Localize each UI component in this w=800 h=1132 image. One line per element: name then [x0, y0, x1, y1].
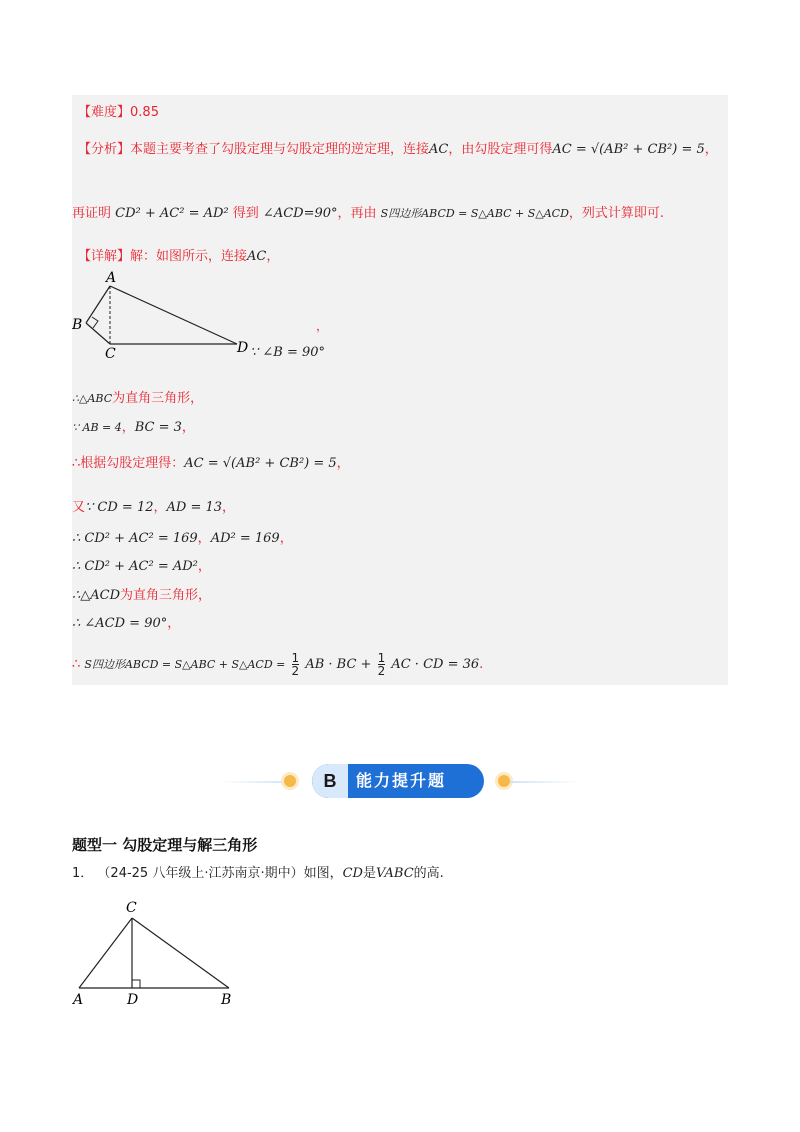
step-9-end: . [479, 657, 484, 672]
right-angle-mark-d [132, 980, 140, 988]
topic-heading: 题型一 勾股定理与解三角形 [72, 836, 258, 854]
question-number: 1． [72, 866, 94, 881]
question-is: 是 [362, 866, 376, 881]
label-c: C [105, 346, 116, 362]
section-title: 能力提升题 [356, 771, 447, 790]
step-2-math-ab: ∵ AB = 4 [72, 421, 122, 434]
step-3-text: ∴根据勾股定理得： [72, 456, 185, 471]
fraction-half-2 [378, 652, 386, 677]
banner-dot-right [498, 775, 510, 787]
analysis-ac: AC [429, 142, 449, 157]
analysis-label: 【分析】 [78, 142, 131, 157]
question-tail: 的高. [413, 866, 444, 881]
segment-ab [86, 286, 110, 323]
difficulty-line [78, 101, 159, 120]
step-9-therefore: ∴ [72, 657, 81, 672]
label-a: A [73, 992, 84, 1008]
analysis-text-5: ，再由 [337, 206, 377, 221]
label-b: B [72, 317, 83, 333]
fraction-1-den: 2 [291, 664, 300, 678]
label-c: C [126, 900, 137, 916]
step-5-sep: ， [197, 531, 211, 546]
banner-dot-left [284, 775, 296, 787]
step-1-math: ∴△ABC [72, 392, 113, 405]
difficulty-value: 0.85 [130, 105, 159, 120]
difficulty-label: 【难度】 [78, 105, 131, 120]
step-7-math: ∴△ACD [72, 588, 121, 603]
step-8-end: ， [167, 616, 181, 631]
step-8-math: ∴ ∠ACD = 90° [72, 616, 168, 631]
analysis-text-6: ，列式计算即可. [568, 206, 665, 221]
step-6 [72, 555, 211, 574]
analysis-formula-area: S四边形ABCD = S△ABC + S△ACD [380, 207, 569, 220]
step-3-math: AC = √(AB² + CB²) = 5 [184, 456, 337, 471]
right-angle-mark-b [92, 317, 98, 328]
figure-comma: ， [316, 319, 329, 333]
step-5-end: ， [279, 531, 293, 546]
step-5-math-sum: ∴ CD² + AC² = 169 [72, 531, 198, 546]
section-banner [312, 764, 484, 798]
question-source: （24-25 八年级上·江苏南京·期中）如图， [97, 866, 343, 881]
section-letter: B [312, 764, 348, 798]
step-2 [72, 416, 195, 435]
analysis-text: 本题主要考查了勾股定理与勾股定理的逆定理，连接 [130, 142, 430, 157]
banner-line-right [510, 781, 580, 783]
question-cd: CD [342, 866, 363, 881]
step-4-end: ， [222, 500, 236, 515]
detail-label: 【详解】 [78, 249, 131, 264]
step-6-math: ∴ CD² + AC² = AD² [72, 559, 198, 574]
step-4-sep: ， [153, 500, 167, 515]
step-7 [72, 584, 211, 603]
question-triangle: VABC [376, 866, 414, 881]
fraction-2-den: 2 [377, 664, 386, 678]
step-7-text: 为直角三角形， [120, 588, 212, 603]
step-8 [72, 612, 180, 631]
step-5-math-ad: AD² = 169 [210, 531, 280, 546]
step-4-text: 又 [72, 500, 86, 515]
analysis-formula-angle: ∠ACD=90° [262, 206, 338, 221]
step-2-end: ， [181, 420, 195, 435]
fraction-2-num: 1 [377, 651, 386, 665]
step-3-end: ， [336, 456, 350, 471]
triangle-figure [72, 898, 252, 1008]
banner-line-left [220, 781, 290, 783]
step-1 [72, 387, 203, 406]
step-6-end: ， [197, 559, 211, 574]
step-2-math-bc: BC = 3 [134, 420, 182, 435]
step-angle-math: ∵ ∠B = 90° [250, 345, 326, 360]
step-4 [72, 496, 235, 515]
step-9 [72, 652, 483, 677]
segment-ad [110, 286, 237, 344]
step-4-math-ad: AD = 13 [166, 500, 223, 515]
step-3 [72, 452, 350, 471]
analysis-line-2 [72, 202, 664, 221]
step-9-math-ab-bc: AB · BC + [305, 657, 372, 672]
detail-ac: AC [247, 249, 267, 264]
fraction-half-1 [292, 652, 300, 677]
step-9-math-area: S四边形ABCD = S△ABC + S△ACD = [84, 658, 286, 671]
analysis-text-4: 得到 [232, 206, 259, 221]
step-1-text: 为直角三角形， [112, 391, 204, 406]
analysis-line-1 [78, 138, 718, 157]
label-b: B [221, 992, 232, 1008]
analysis-text-3: 再证明 [72, 206, 112, 221]
analysis-formula-ac: AC = √(AB² + CB²) = 5 [552, 142, 705, 157]
segment-ac [79, 918, 132, 988]
segment-bc [86, 323, 110, 344]
detail-text: 解：如图所示，连接 [130, 249, 248, 264]
step-angle-b [250, 345, 325, 360]
step-9-math-result: AC · CD = 36 [391, 657, 480, 672]
label-a: A [106, 270, 117, 286]
label-d: D [127, 992, 139, 1008]
detail-line [78, 245, 279, 264]
segment-cb [132, 918, 229, 988]
analysis-comma: ， [704, 142, 718, 157]
fraction-1-num: 1 [291, 651, 300, 665]
detail-comma: ， [266, 249, 280, 264]
step-4-math-cd: ∵ CD = 12 [85, 500, 154, 515]
analysis-text-2: ，由勾股定理可得 [448, 142, 553, 157]
analysis-formula-cd: CD² + AC² = AD² [115, 206, 229, 221]
question-1 [72, 862, 444, 881]
step-5 [72, 527, 293, 546]
label-d: D [237, 340, 249, 356]
step-2-sep: ， [121, 420, 135, 435]
